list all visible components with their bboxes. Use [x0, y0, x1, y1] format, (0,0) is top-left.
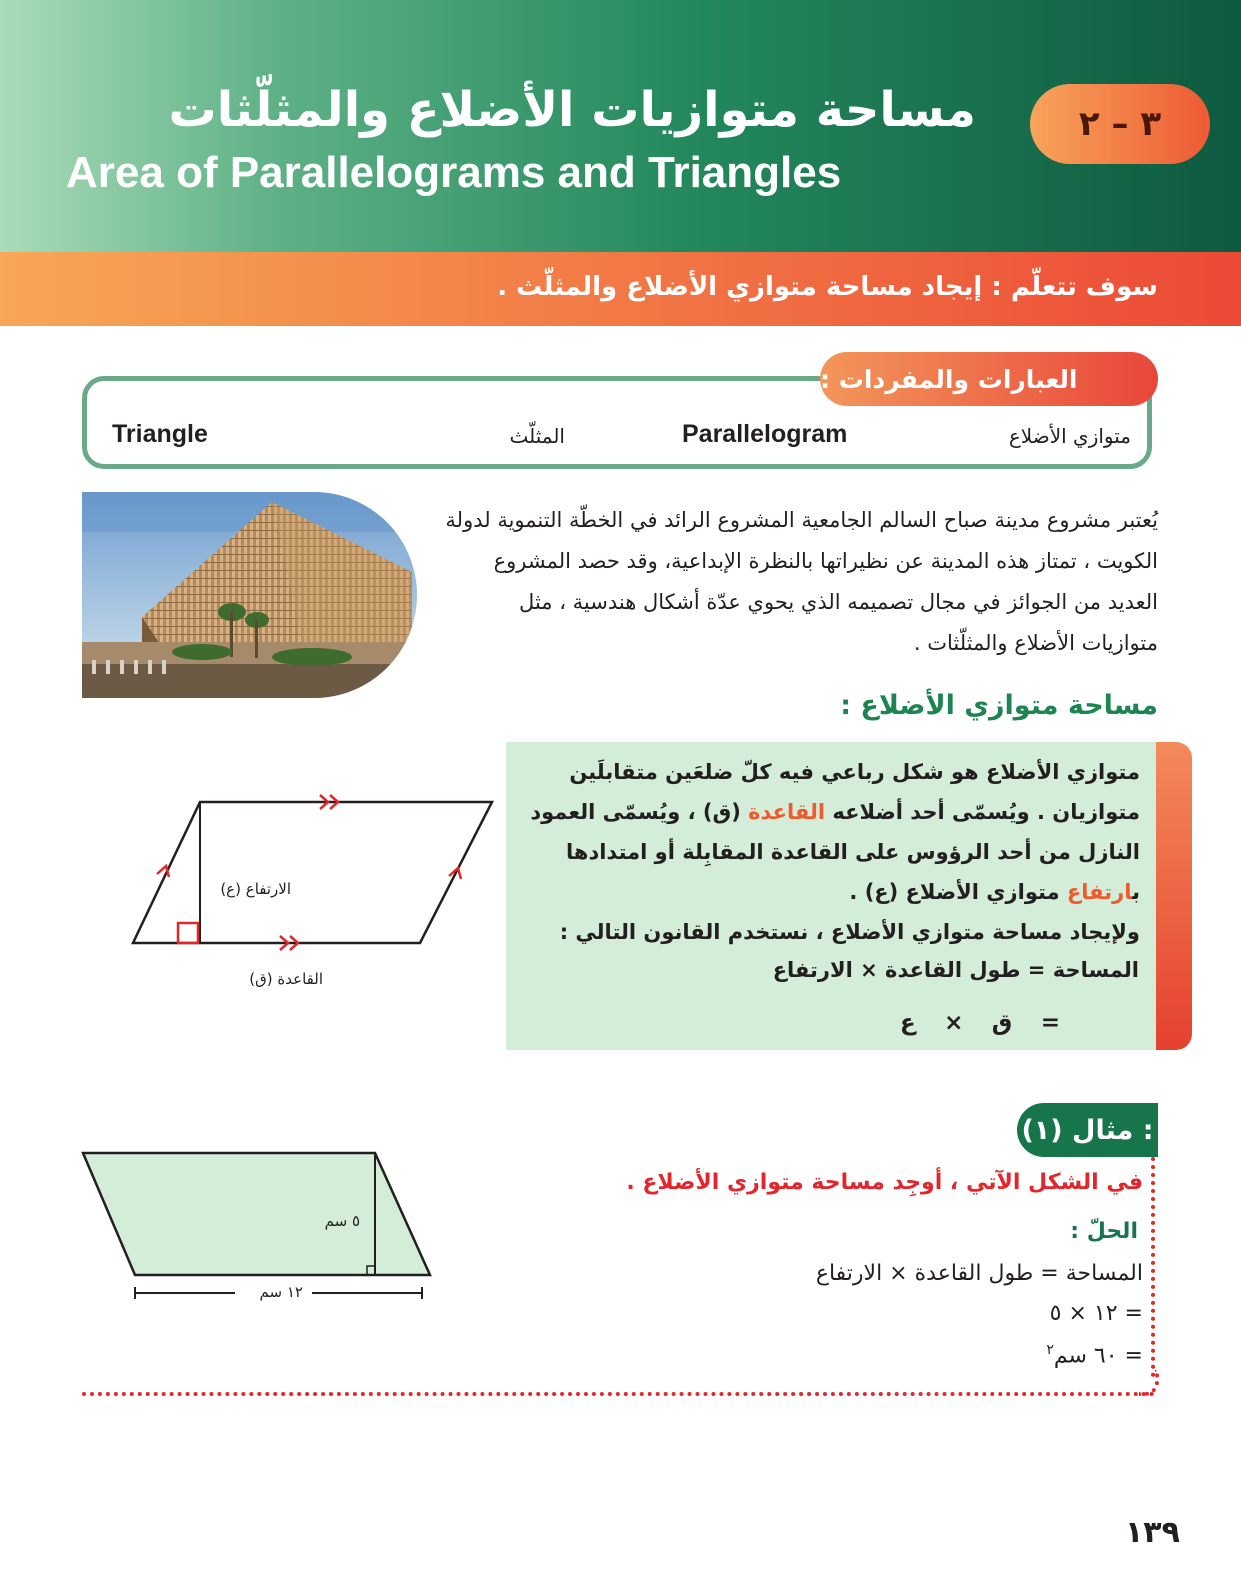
solution-line-3	[1046, 1342, 1143, 1368]
base-label: القاعدة (ق)	[249, 970, 323, 988]
example-border-bottom	[82, 1392, 1155, 1396]
definition-box-accent	[1156, 742, 1192, 1050]
right-angle-marker	[178, 923, 198, 943]
definition-part2: (ق) ، ويُسمّى العمود النازل من أحد الرؤوس على القاعدة المقابِلة أو امتدادها ب	[530, 800, 1140, 904]
vocab-term-parallelogram-en: Parallelogram	[682, 420, 848, 448]
solution-exponent: ٢	[1046, 1342, 1054, 1358]
university-building-photo	[82, 492, 417, 698]
example-question: في الشكل الآتي ، أوجِد مساحة متوازي الأضلاع .	[626, 1170, 1143, 1195]
example-base-label: ١٢ سم	[259, 1283, 303, 1301]
formula-equals-symbol: =	[1040, 1010, 1060, 1036]
page-number: ١٣٩	[1125, 1515, 1180, 1550]
example-label: مثال (١) :	[1017, 1103, 1158, 1157]
example-height-label: ٥ سم	[324, 1212, 360, 1230]
lesson-title-english: Area of Parallelograms and Triangles	[66, 148, 842, 197]
height-term: ارتفاع	[1066, 880, 1133, 904]
base-term: القاعدة	[748, 800, 826, 824]
parallel-marks	[157, 795, 461, 950]
section-title: مساحة متوازي الأضلاع :	[840, 690, 1158, 721]
height-label: الارتفاع (ع)	[220, 880, 291, 898]
definition-part3: متوازي الأضلاع (ع) .	[849, 880, 1067, 904]
formula-symbols	[900, 1010, 1060, 1036]
parallelogram-diagram	[120, 790, 500, 965]
formula-times-symbol: ×	[944, 1010, 964, 1036]
formula-words: المساحة = طول القاعدة × الارتفاع	[772, 958, 1139, 982]
example-border-right	[1151, 1157, 1155, 1377]
solution-label: الحلّ :	[1070, 1219, 1138, 1244]
formula-height-symbol: ع	[900, 1010, 916, 1036]
definition-text	[524, 752, 1140, 952]
vocabulary-heading: العبارات والمفردات :	[820, 352, 1158, 406]
lesson-number-badge: ٣ – ٢	[1030, 84, 1210, 164]
solution-result: = ٦٠ سم	[1053, 1343, 1143, 1369]
example-parallelogram-shape	[83, 1153, 430, 1275]
vocab-term-parallelogram-ar: متوازي الأضلاع	[1008, 424, 1131, 448]
formula-intro: ولإيجاد مساحة متوازي الأضلاع ، نستخدم القانون التالي :	[559, 920, 1140, 944]
learning-objective: سوف تتعلّم : إيجاد مساحة متوازي الأضلاع والمثلّث .	[497, 272, 1158, 302]
intro-paragraph: يُعتبر مشروع مدينة صباح السالم الجامعية المشروع الرائد في الخطّة التنموية لدولة الكويت ، تمتاز هذه المدينة عن نظيراتها بالنظرة الإبداعية، وقد حصد المشروع العديد من الجوائز في مجال تصميمه الذي يحوي عدّة أشكال هندسية ، مثل متوازيات الأضلاع والمثلّثات .	[445, 508, 1158, 655]
vocab-term-triangle-en: Triangle	[112, 420, 208, 448]
solution-line-1: المساحة = طول القاعدة × الارتفاع	[815, 1261, 1143, 1286]
solution-line-2: = ١٢ × ٥	[1049, 1301, 1143, 1326]
vocab-term-triangle-ar: المثلّث	[509, 424, 565, 448]
lesson-title-arabic: مساحة متوازيات الأضلاع والمثلّثات	[168, 82, 976, 138]
formula-base-symbol: ق	[991, 1010, 1013, 1036]
definition-part1: متوازي الأضلاع هو شكل رباعي فيه كلّ ضلعَين متقابلَين متوازيان . ويُسمّى أحد أضلاعه	[569, 760, 1140, 824]
